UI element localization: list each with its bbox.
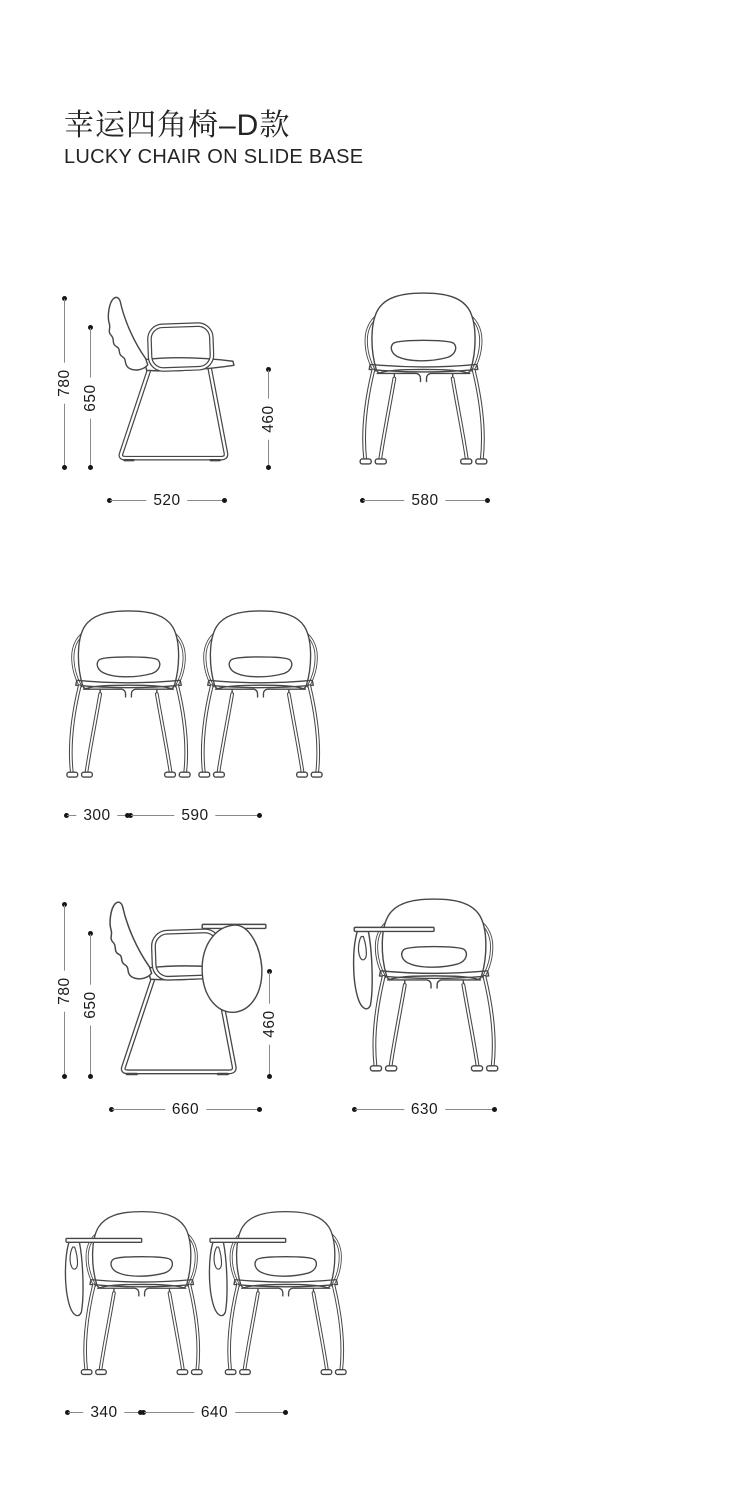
page-title: 幸运四角椅–D款 — [64, 109, 291, 142]
dim-offset-340 — [66, 1403, 142, 1421]
dim-label: 630 — [404, 1101, 445, 1119]
dim-label: 520 — [146, 492, 187, 510]
dim-label: 660 — [165, 1101, 206, 1119]
chair-pair-left-drawing — [64, 607, 193, 783]
dim-depth-660 — [110, 1100, 261, 1118]
dim-backrest-height-650 — [81, 932, 99, 1078]
dim-label: 650 — [82, 377, 100, 418]
dim-label: 780 — [56, 970, 74, 1011]
dim-label: 460 — [260, 398, 278, 439]
dim-label: 640 — [194, 1404, 235, 1422]
dim-label: 780 — [56, 362, 74, 403]
page-subtitle: LUCKY CHAIR ON SLIDE BASE — [64, 146, 364, 168]
dim-seat-height-460 — [260, 970, 278, 1078]
dim-label: 590 — [174, 807, 215, 825]
dim-pitch-640 — [142, 1403, 287, 1421]
chair-side-view-tablet-drawing — [98, 888, 268, 1080]
chair-side-view-drawing — [98, 289, 236, 469]
chair-front-view-drawing — [357, 289, 490, 470]
chair-pair-right-drawing — [196, 607, 325, 783]
dim-overall-height-780 — [55, 297, 73, 469]
dim-seat-height-460 — [259, 368, 277, 469]
dim-width-630 — [353, 1100, 496, 1118]
dim-offset-300 — [65, 806, 129, 824]
chair-front-view-tablet-drawing — [352, 890, 502, 1082]
dim-pitch-590 — [129, 806, 261, 824]
chair-tablet-pair-left-drawing — [64, 1203, 206, 1385]
dim-label: 340 — [83, 1404, 124, 1422]
dim-label: 460 — [261, 1003, 279, 1044]
chair-tablet-pair-right-drawing — [208, 1203, 350, 1385]
dim-backrest-height-650 — [81, 326, 99, 469]
dim-overall-height-780 — [55, 903, 73, 1078]
dim-label: 580 — [404, 492, 445, 510]
dim-label: 300 — [76, 807, 117, 825]
dim-label: 650 — [82, 984, 100, 1025]
dim-depth-520 — [108, 491, 226, 509]
dim-width-580 — [361, 491, 489, 509]
